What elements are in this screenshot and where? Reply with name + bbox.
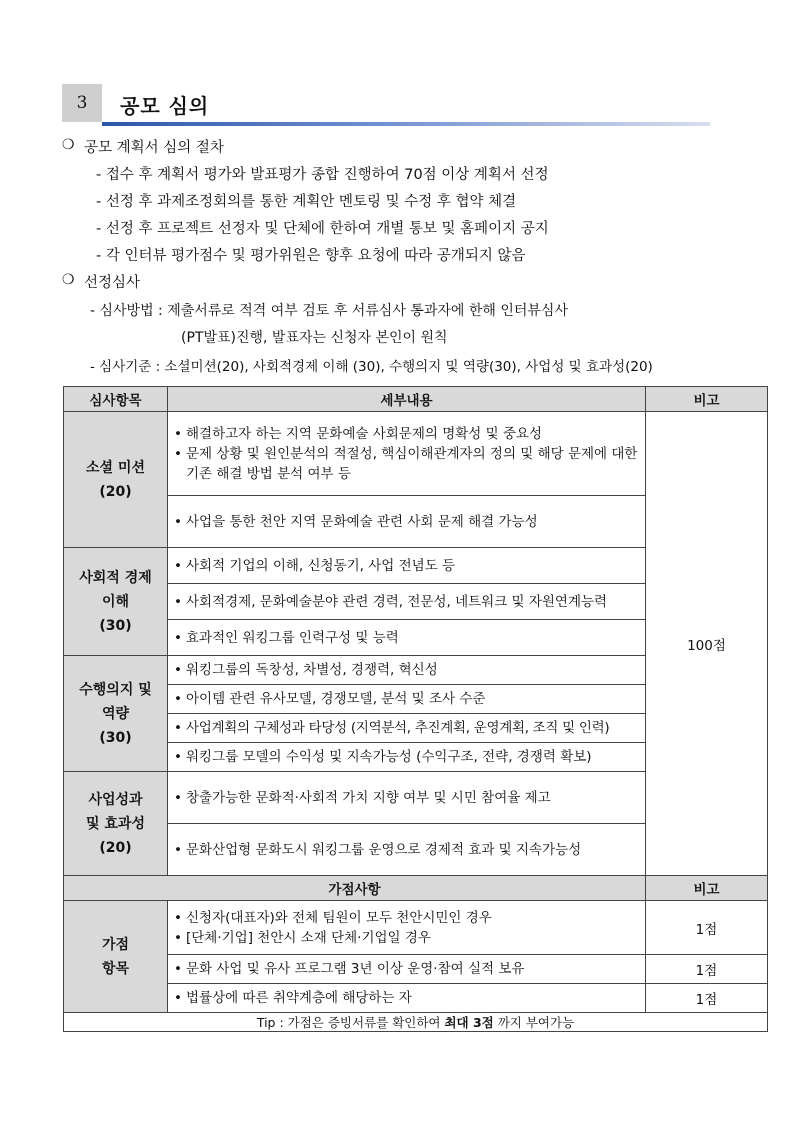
tip-bold: 최대 3점 xyxy=(444,1015,494,1030)
category-business-effect: 사업성과 및 효과성 (20) xyxy=(64,772,168,876)
detail-cell xyxy=(168,984,646,1013)
detail-cell xyxy=(168,714,646,743)
category-execution-capability: 수행의지 및 역량 (30) xyxy=(64,656,168,772)
category-bonus-items: 가점 항목 xyxy=(64,901,168,1013)
table-row xyxy=(64,955,768,984)
list-item: • 사회적경제, 문화예술분야 관련 경력, 전문성, 네트워크 및 자원연계능력 xyxy=(174,592,641,612)
list-item: • 사업계획의 구체성과 타당성 (지역분석, 추진계획, 운영계획, 조직 및 인력) xyxy=(174,718,641,738)
detail-cell xyxy=(168,584,646,620)
list-item: • 사회적 기업의 이해, 신청동기, 사업 전념도 등 xyxy=(174,556,641,576)
detail-cell xyxy=(168,824,646,876)
detail-cell xyxy=(168,548,646,584)
section-header xyxy=(62,84,712,124)
detail-cell xyxy=(168,656,646,685)
selection-method: - 심사방법 : 제출서류로 적격 여부 검토 후 서류심사 통과자에 한해 인터뷰심사 xyxy=(90,303,568,319)
circle-bullet-icon: ❍ xyxy=(62,137,75,153)
detail-cell xyxy=(168,496,646,548)
procedure-item: - 선정 후 과제조정회의를 통한 계획안 멘토링 및 수정 후 협약 체결 xyxy=(96,194,517,210)
category-social-economy: 사회적 경제 이해 (30) xyxy=(64,548,168,656)
table-row xyxy=(64,984,768,1013)
table-row xyxy=(64,412,768,496)
list-item: • 아이템 관련 유사모델, 경쟁모델, 분석 및 조사 수준 xyxy=(174,689,641,709)
bonus-header-row xyxy=(64,876,768,901)
list-item: • 사업을 통한 천안 지역 문화예술 관련 사회 문제 해결 가능성 xyxy=(174,512,641,532)
category-social-mission: 소셜 미션 (20) xyxy=(64,412,168,548)
bonus-score: 1점 xyxy=(646,984,768,1013)
evaluation-table xyxy=(63,386,768,1032)
detail-cell xyxy=(168,743,646,772)
table-row xyxy=(64,901,768,955)
selection-criteria: - 심사기준 : 소셜미션(20), 사회적경제 이해 (30), 수행의지 및 역량(30), 사업성 및 효과성(20) xyxy=(90,359,653,375)
procedure-item: - 접수 후 계획서 평가와 발표평가 종합 진행하여 70점 이상 계획서 선정 xyxy=(96,167,549,183)
header-category: 심사항목 xyxy=(64,387,168,412)
section-underline xyxy=(102,122,710,126)
list-item: • 창출가능한 문화적·사회적 가치 지향 여부 및 시민 참여율 제고 xyxy=(174,788,641,808)
detail-cell xyxy=(168,901,646,955)
header-details: 세부내용 xyxy=(168,387,646,412)
total-score-note: 100점 xyxy=(646,412,768,876)
selection-heading: 선정심사 xyxy=(84,275,141,291)
section-number: 3 xyxy=(62,84,102,122)
bonus-score: 1점 xyxy=(646,901,768,955)
list-item: • 법률상에 따른 취약계층에 해당하는 자 xyxy=(174,988,641,1008)
detail-cell xyxy=(168,620,646,656)
tip-row xyxy=(64,1013,768,1032)
list-item: • 해결하고자 하는 지역 문화예술 사회문제의 명확성 및 중요성 xyxy=(174,424,641,444)
section-title: 공모 심의 xyxy=(120,94,210,118)
detail-cell xyxy=(168,412,646,496)
list-item: • 문화산업형 문화도시 워킹그룹 운영으로 경제적 효과 및 지속가능성 xyxy=(174,840,641,860)
tip-text: Tip : 가점은 증빙서류를 확인하여 최대 3점 까지 부여가능 xyxy=(64,1013,768,1032)
detail-cell xyxy=(168,772,646,824)
bonus-header: 가점사항 xyxy=(64,876,646,901)
list-item: • 효과적인 워킹그룹 인력구성 및 능력 xyxy=(174,628,641,648)
list-item: • 문화 사업 및 유사 프로그램 3년 이상 운영·참여 실적 보유 xyxy=(174,959,641,979)
header-note: 비고 xyxy=(646,387,768,412)
selection-method-continued: (PT발표)진행, 발표자는 신청자 본인이 원칙 xyxy=(181,330,448,346)
circle-bullet-icon: ❍ xyxy=(62,272,75,288)
detail-cell xyxy=(168,955,646,984)
list-item: • [단체·기업] 천안시 소재 단체·기업일 경우 xyxy=(174,928,641,948)
list-item: • 워킹그룹의 독창성, 차별성, 경쟁력, 혁신성 xyxy=(174,660,641,680)
bonus-note-header: 비고 xyxy=(646,876,768,901)
list-item: • 워킹그룹 모델의 수익성 및 지속가능성 (수익구조, 전략, 경쟁력 확보) xyxy=(174,747,641,767)
bonus-score: 1점 xyxy=(646,955,768,984)
procedure-item: - 각 인터뷰 평가점수 및 평가위원은 향후 요청에 따라 공개되지 않음 xyxy=(96,248,526,264)
table-header-row xyxy=(64,387,768,412)
procedure-heading: 공모 계획서 심의 절차 xyxy=(84,140,224,156)
list-item: • 신청자(대표자)와 전체 팀원이 모두 천안시민인 경우 xyxy=(174,908,641,928)
list-item: • 문제 상황 및 원인분석의 적절성, 핵심이해관계자의 정의 및 해당 문제에 대한 기존 해결 방법 분석 여부 등 xyxy=(174,444,641,484)
procedure-item: - 선정 후 프로젝트 선정자 및 단체에 한하여 개별 통보 및 홈페이지 공지 xyxy=(96,221,549,237)
detail-cell xyxy=(168,685,646,714)
